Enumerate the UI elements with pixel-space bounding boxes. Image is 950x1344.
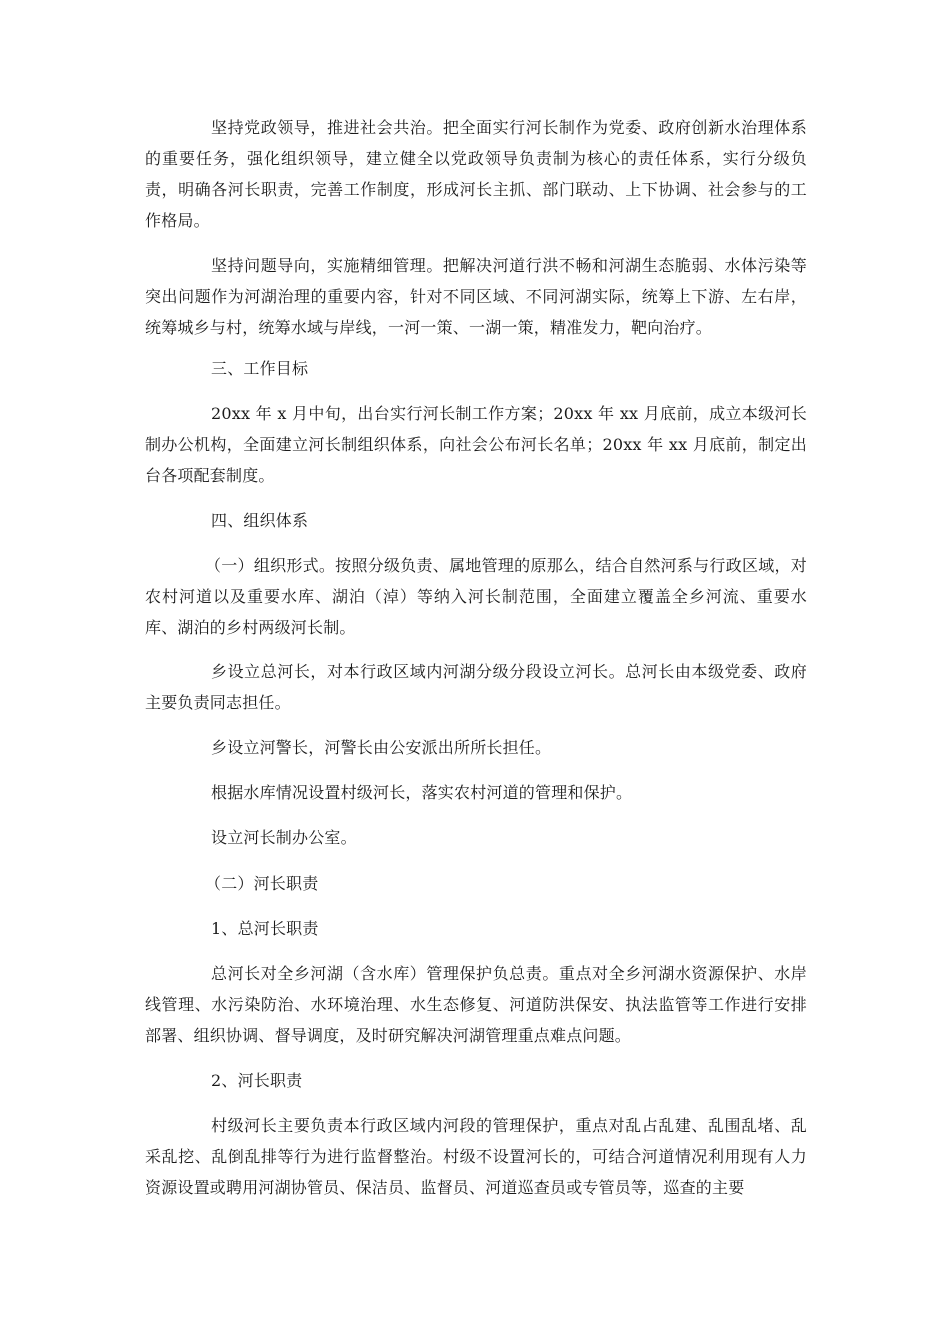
paragraph-river-police-chief: 乡设立河警长，河警长由公安派出所所长担任。 bbox=[211, 738, 552, 757]
paragraph-village-chief-duties: 村级河长主要负责本行政区域内河段的管理保护，重点对乱占乱建、乱围乱堵、乱采乱挖、乱倒乱排等行为进行监督整治。村级不设置河长的，可结合河道情况利用现有人力资源设置或聘用河湖协管员、保洁员、监督员、河道巡查员或专管员等，巡查的主要 bbox=[145, 1116, 807, 1197]
paragraph-party-leadership: 坚持党政领导，推进社会共治。把全面实行河长制作为党委、政府创新水治理体系的重要任务，强化组织领导，建立健全以党政领导负责制为核心的责任体系，实行分级负责，明确各河长职责，完善工作制度，形成河长主抓、部门联动、上下协调、社会参与的工作格局。 bbox=[145, 118, 807, 230]
paragraph-general-river-chief: 乡设立总河长，对本行政区域内河湖分级分段设立河长。总河长由本级党委、政府主要负责同志担任。 bbox=[145, 662, 807, 712]
heading-work-goals: 三、工作目标 bbox=[211, 359, 309, 378]
heading-chief-duties: 2、河长职责 bbox=[211, 1071, 303, 1090]
paragraph-problem-oriented: 坚持问题导向，实施精细管理。把解决河道行洪不畅和河湖生态脆弱、水体污染等突出问题作为河湖治理的重要内容，针对不同区域、不同河湖实际，统筹上下游、左右岸，统筹城乡与村，统筹水域与岸线，一河一策、一湖一策，精准发力，靶向治疗。 bbox=[145, 256, 807, 337]
paragraph-goals-timeline: 20xx 年 x 月中旬，出台实行河长制工作方案；20xx 年 xx 月底前，成立本级河长制办公机构，全面建立河长制组织体系，向社会公布河长名单；20xx 年 xx 月底前，制定出台各项配套制度。 bbox=[145, 404, 807, 485]
heading-organization-system: 四、组织体系 bbox=[211, 511, 309, 530]
paragraph-general-chief-duties: 总河长对全乡河湖（含水库）管理保护负总责。重点对全乡河湖水资源保护、水岸线管理、水污染防治、水环境治理、水生态修复、河道防洪保安、执法监管等工作进行安排部署、组织协调、督导调度，及时研究解决河湖管理重点难点问题。 bbox=[145, 964, 807, 1045]
paragraph-organization-form: （一）组织形式。按照分级负责、属地管理的原那么，结合自然河系与行政区域，对农村河道以及重要水库、湖泊（淖）等纳入河长制范围，全面建立覆盖全乡河流、重要水库、湖泊的乡村两级河长制。 bbox=[145, 556, 807, 637]
heading-general-chief-duties: 1、总河长职责 bbox=[211, 919, 319, 938]
paragraph-village-river-chief: 根据水库情况设置村级河长，落实农村河道的管理和保护。 bbox=[211, 783, 633, 802]
heading-river-chief-duties: （二）河长职责 bbox=[205, 874, 319, 893]
paragraph-river-chief-office: 设立河长制办公室。 bbox=[211, 828, 357, 847]
